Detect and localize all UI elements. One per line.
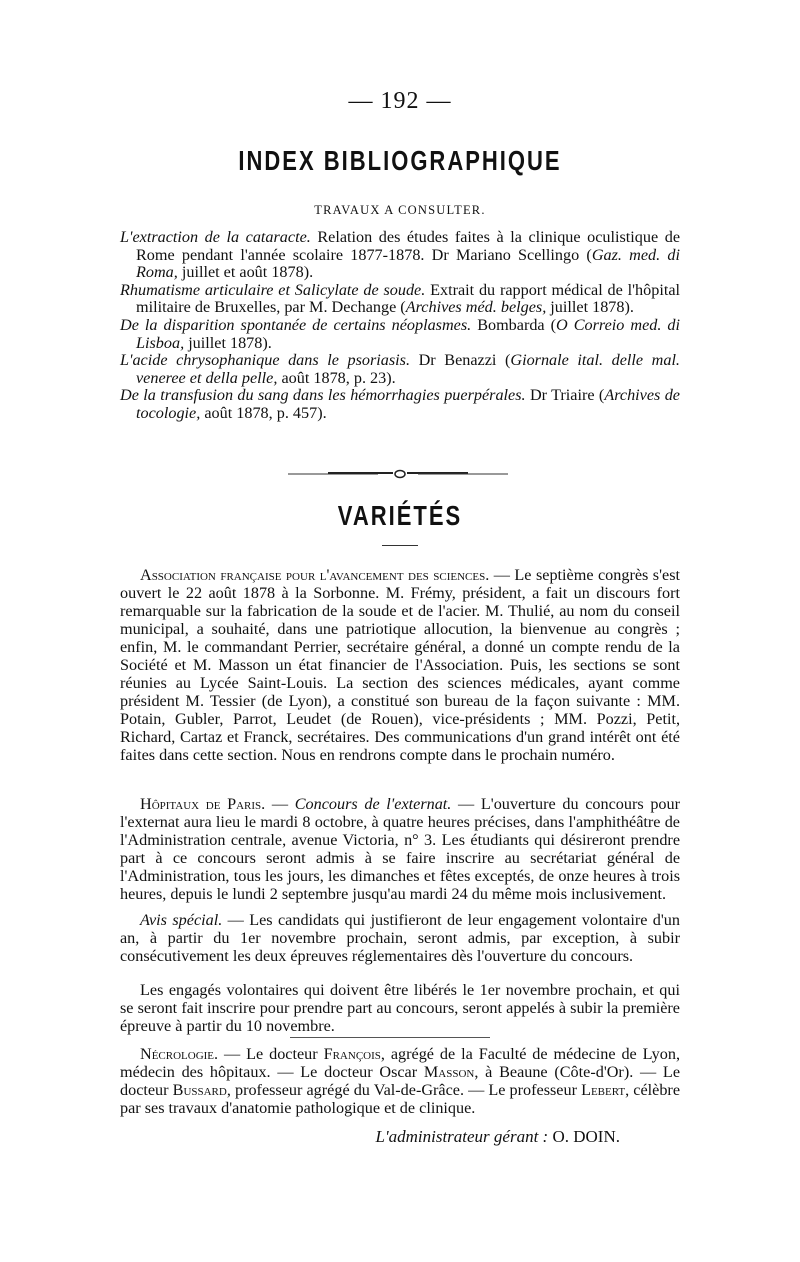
- signature: [376, 1127, 620, 1147]
- person-name: Bussard: [172, 1081, 227, 1099]
- bibliography-list: [120, 229, 680, 423]
- association-heading: Association française pour l'avancement des sciences.: [140, 566, 490, 584]
- bibliography-entry: [120, 352, 680, 387]
- bibliography-entry: [120, 229, 680, 282]
- avis-paragraph: [120, 911, 680, 965]
- signature-name: O. DOIN.: [548, 1127, 620, 1146]
- entry-tail: juillet 1878).: [184, 333, 272, 352]
- entry-title: De la disparition spontanée de certains néoplasmes.: [120, 315, 472, 334]
- hopitaux-heading: Hôpitaux de Paris.: [140, 795, 266, 813]
- necrologie-paragraph: [120, 1045, 680, 1117]
- association-paragraph: [120, 566, 680, 764]
- entry-text: Bombarda (: [471, 315, 557, 334]
- hopitaux-dash: —: [265, 795, 295, 813]
- title-rule: [382, 545, 418, 546]
- varietes-title: VARIÉTÉS: [337, 499, 463, 531]
- hopitaux-paragraph: [120, 795, 680, 903]
- bibliography-entry: [120, 282, 680, 317]
- entry-tail: juillet et août 1878).: [177, 263, 314, 282]
- separator-rule: [290, 1037, 490, 1038]
- bibliography-entry: [120, 387, 680, 422]
- avis-text: — Les candidats qui justifieront de leur engagement volontaire d'un an, à partir du 1er novembre prochain, seront admis, par exception, à subir consécutivement les deux épreuves réglementaires dès l'ouverture du concours.: [120, 911, 680, 965]
- entry-text: Extrait du rapport médical de l'hôpital militaire de Bruxelles, par M. Dechange (: [136, 280, 680, 317]
- entry-title: L'extraction de la cataracte.: [120, 228, 311, 246]
- hopitaux-text: — L'ouverture du concours pour l'externat aura lieu le mardi 8 octobre, à quatre heures précises, dans l'amphithéâtre de l'Administration centrale, avenue Victoria, n° 3. Les étudiants qui désireront prendre part à ce concours seront admis à se faire inscrire au secrétariat général de l'Administration, tous les jours, les dimanches et fêtes exceptés, de onze heures à trois heures, depuis le lundi 2 septembre jusqu'au mardi 24 du même mois inclusivement.: [120, 795, 681, 903]
- necrologie-label: Nécrologie.: [140, 1045, 219, 1063]
- entry-title: L'acide chrysophanique dans le psoriasis.: [120, 351, 411, 370]
- person-name: Lebert: [581, 1081, 626, 1099]
- index-bibliographique-title: INDEX BIBLIOGRAPHIQUE: [238, 144, 562, 176]
- entry-source: O Correio med. di Lisboa,: [136, 315, 680, 352]
- ornamental-divider: [288, 467, 508, 481]
- avis-label: Avis spécial.: [140, 911, 223, 929]
- entry-title: De la transfusion du sang dans les hémorrhagies puerpérales.: [120, 386, 526, 405]
- entry-text: Relation des études faites à la clinique oculistique de Rome pendant l'année scolaire 1877-1878. Dr Mariano Scellingo (: [136, 228, 681, 264]
- person-name: François: [323, 1045, 381, 1063]
- entry-tail: août 1878, p. 457).: [200, 403, 327, 422]
- entry-source: Gaz. med. di Roma,: [136, 245, 680, 282]
- necrologie-text: — Le docteur: [218, 1045, 324, 1063]
- entry-source: Giornale ital. delle mal. veneree et della pelle,: [136, 351, 680, 387]
- necrologie-text: , à Beaune (Côte-d'Or). — Le docteur: [120, 1063, 681, 1099]
- engages-paragraph: Les engagés volontaires qui doivent être libérés le 1er novembre prochain, et qui se seront fait inscrire pour prendre part au concours, seront appelés à subir la première épreuve à partir du 10 novembre.: [120, 981, 680, 1035]
- entry-source: Archives de tocologie,: [136, 386, 680, 422]
- person-name: Masson: [423, 1063, 475, 1081]
- hopitaux-subject: Concours de l'externat.: [294, 795, 452, 813]
- entry-text: Dr Benazzi (: [410, 351, 511, 370]
- travaux-subheading: TRAVAUX A CONSULTER.: [314, 203, 486, 217]
- bibliography-entry: [120, 317, 680, 352]
- association-text: — Le septième congrès s'est ouvert le 22 août 1878 à la Sorbonne. M. Frémy, président, a fait un discours fort remarquable sur la fabrication de la soude et de l'acier. M. Thulié, au nom du conseil municipal, a souhaité, dans une patriotique allocution, la bienvenue au congrès ; enfin, M. le commandant Perrier, secrétaire général, a donné un compte rendu de la Société et M. Masson un état financier de l'Association. Puis, les sections se sont réunies au Lycée Saint-Louis. La section des sciences médicales, ayant comme président M. Tessier (de Lyon), a constitué son bureau de la façon suivante : MM. Potain, Gubler, Parrot, Leudet (de Rouen), vice-présidents ; MM. Pozzi, Petit, Richard, Cartaz et Franck, secrétaires. Des communications d'un grand intérêt ont été faites dans cette section. Nous en rendrons compte dans le prochain numéro.: [120, 566, 680, 764]
- entry-title: Rhumatisme articulaire et Salicylate de soude.: [120, 280, 426, 299]
- necrologie-text: , professeur agrégé du Val-de-Grâce. — Le professeur: [226, 1081, 582, 1099]
- entry-tail: juillet 1878).: [546, 298, 634, 317]
- signature-label: L'administrateur gérant :: [375, 1127, 549, 1146]
- entry-text: Dr Triaire (: [525, 386, 605, 405]
- entry-tail: août 1878, p. 23).: [277, 368, 396, 387]
- page-number: — 192 —: [348, 88, 452, 114]
- entry-source: Archives méd. belges,: [405, 298, 547, 317]
- necrologie-text: , agrégé de la Faculté de médecine de Lyon, médecin des hôpitaux. — Le docteur Oscar: [120, 1045, 680, 1081]
- necrologie-text: , célèbre par ses travaux d'anatomie pathologique et de clinique.: [120, 1081, 680, 1117]
